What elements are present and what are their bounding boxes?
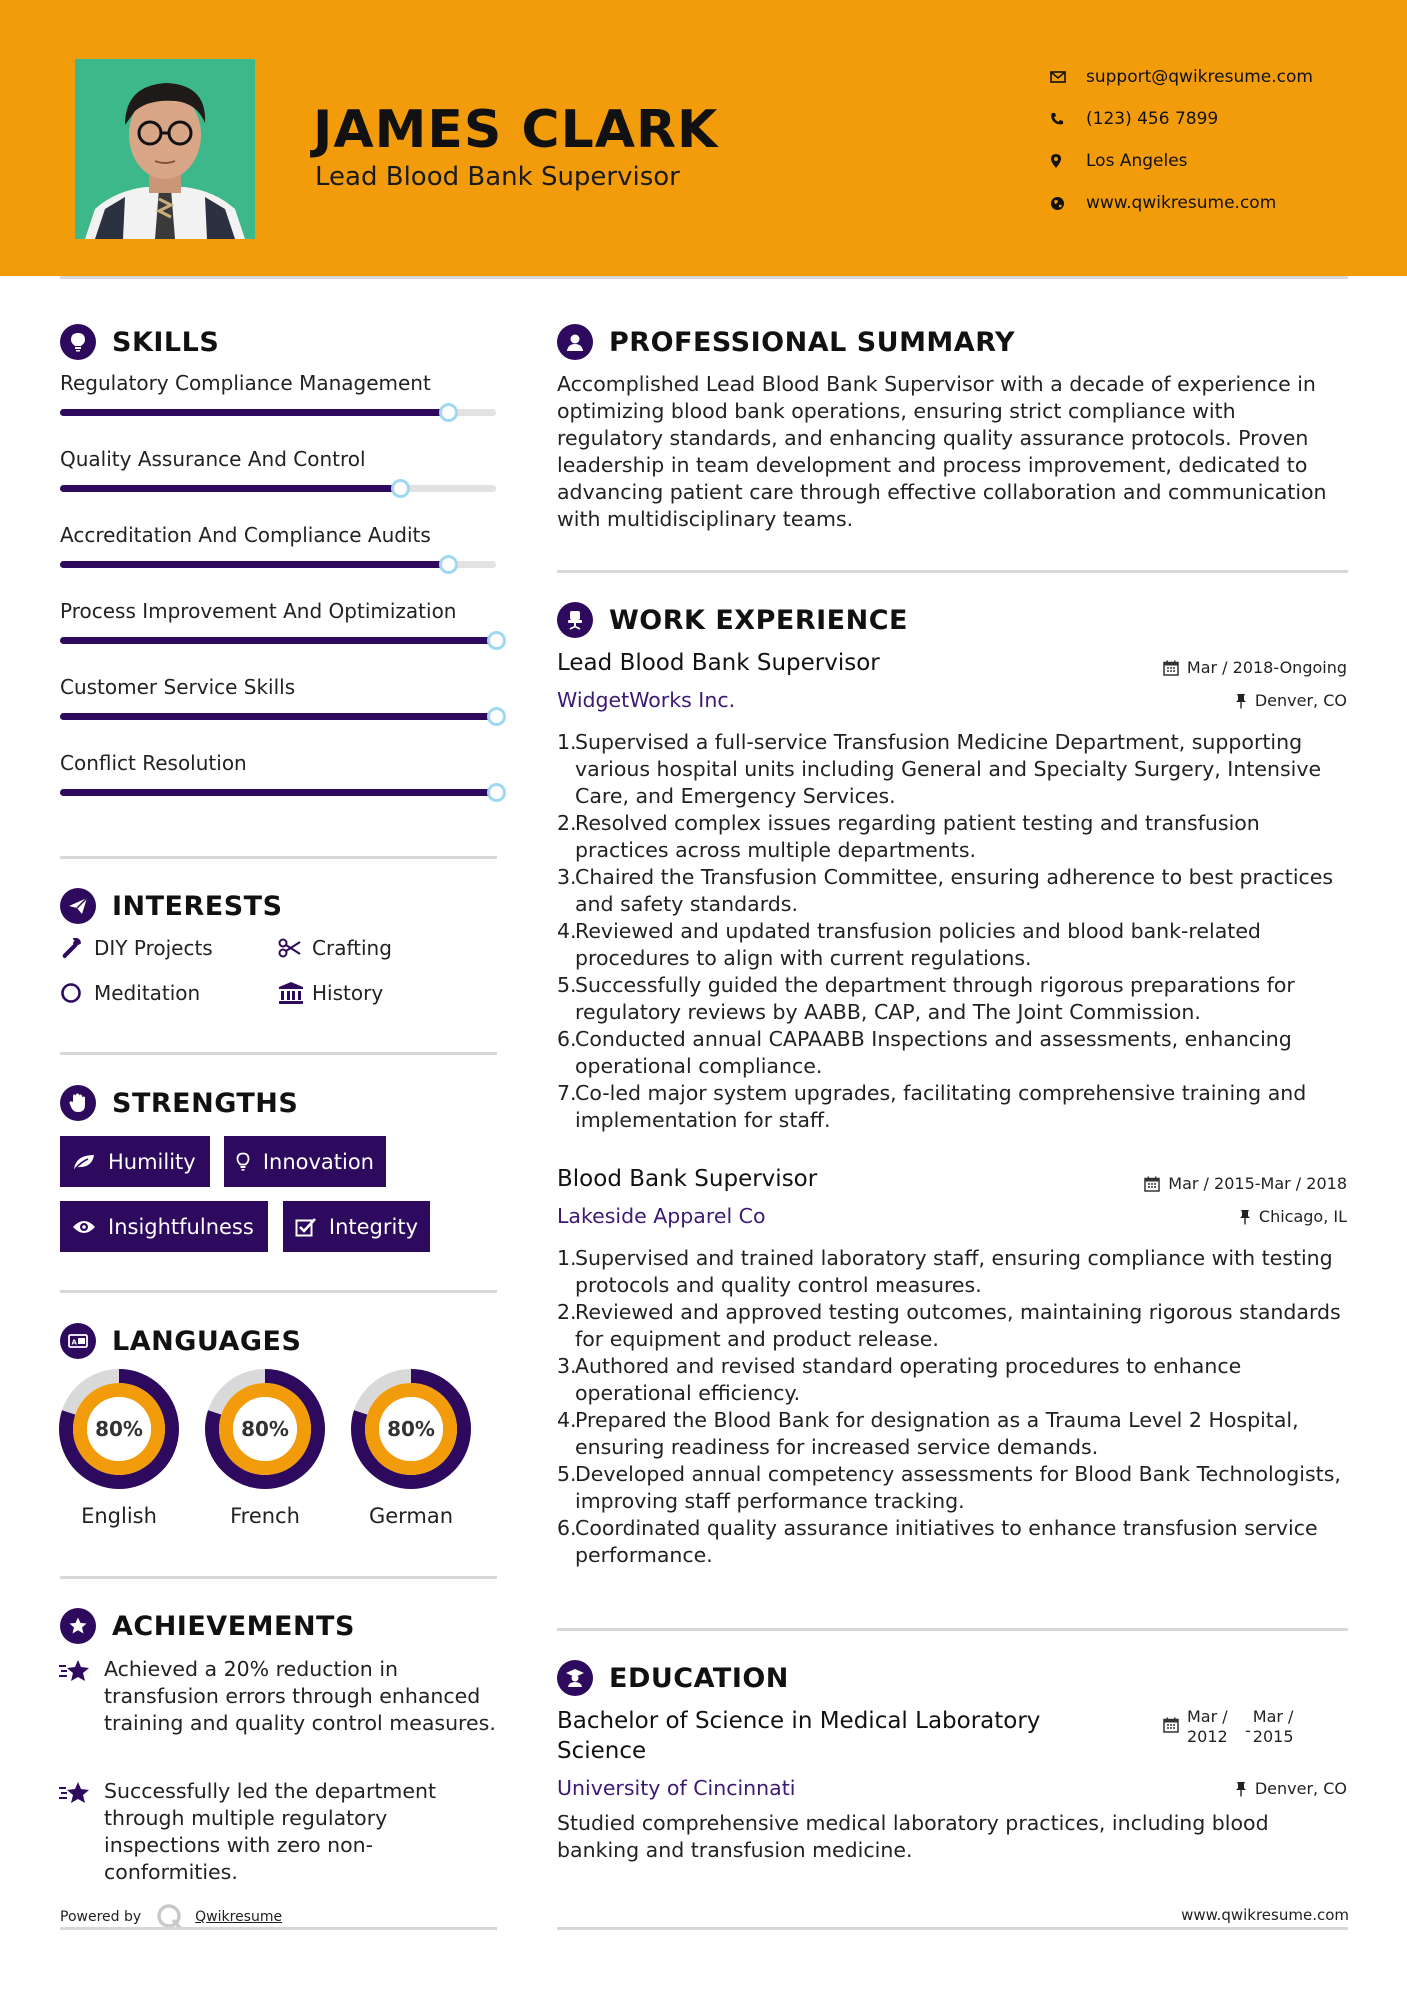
powered-by-label: Powered by <box>60 1909 142 1925</box>
skill-bar-knob <box>487 707 506 726</box>
skill-name: Regulatory Compliance Management <box>60 371 431 395</box>
paper-plane-icon <box>60 888 96 924</box>
skill-bar-knob <box>487 783 506 802</box>
summary-title: PROFESSIONAL SUMMARY <box>609 326 1016 358</box>
star-circle-icon <box>60 1608 96 1644</box>
skill-bar-track <box>60 637 496 644</box>
achievements-heading <box>60 1608 355 1644</box>
strength-badge <box>224 1136 386 1187</box>
language-percent: 80% <box>387 1417 435 1441</box>
contact-website[interactable] <box>1050 182 1313 224</box>
education-school: University of Cincinnati <box>557 1776 796 1800</box>
skill-name: Customer Service Skills <box>60 675 296 699</box>
skill-bar-track <box>60 789 496 796</box>
bullet-text: Supervised and trained laboratory staff, ensuring compliance with testing protocols and quality control measures. <box>575 1246 1333 1297</box>
skills-heading <box>60 324 219 360</box>
skill-bar-fill <box>60 485 400 492</box>
lightbulb-icon <box>60 324 96 360</box>
user-icon <box>557 324 593 360</box>
skill-item <box>60 371 498 395</box>
left-footer-divider <box>60 1927 497 1930</box>
education-description: Studied comprehensive medical laboratory practices, including blood banking and transfusion medicine. <box>557 1811 1269 1862</box>
job-bullet <box>557 1461 1349 1515</box>
calendar-icon <box>1163 660 1179 676</box>
job-location-text: Denver, CO <box>1254 691 1347 710</box>
pushpin-icon <box>1239 1209 1251 1225</box>
job-bullet <box>557 1353 1349 1407</box>
footer-url[interactable]: www.qwikresume.com <box>1181 1906 1349 1924</box>
graduate-icon <box>557 1660 593 1696</box>
svg-text:A: A <box>71 1338 77 1347</box>
language-item <box>350 1368 472 1528</box>
bullet-text: Reviewed and updated transfusion policies and blood bank-related procedures to align with current regulations. <box>575 919 1261 970</box>
profile-photo <box>75 59 255 239</box>
bullet-text: Successfully guided the department through rigorous preparations for regulatory reviews by AABB, CAP, and The Joint Commission. <box>575 973 1295 1024</box>
skill-bar-knob <box>439 555 458 574</box>
job-bullet <box>557 1026 1349 1080</box>
strengths-title: STRENGTHS <box>112 1087 299 1119</box>
globe-icon <box>1050 196 1086 211</box>
language-name: English <box>81 1504 157 1528</box>
strength-label: Insightfulness <box>108 1214 254 1239</box>
job-location <box>1235 691 1347 710</box>
skill-bar-track <box>60 485 496 492</box>
pushpin-icon <box>1235 693 1247 709</box>
bullet-number: 5. <box>557 1462 577 1486</box>
job-dates <box>1163 658 1347 677</box>
pushpin-icon <box>1235 1781 1247 1797</box>
skill-item <box>60 599 498 623</box>
eye-icon <box>72 1219 108 1235</box>
job-bullet <box>557 1299 1349 1353</box>
interest-item <box>278 936 392 960</box>
job-bullet <box>557 729 1349 810</box>
job-company: WidgetWorks Inc. <box>557 688 736 712</box>
shooting-star-icon <box>58 1778 104 1886</box>
bullet-number: 7. <box>557 1081 577 1105</box>
lightbulb-icon <box>236 1152 263 1172</box>
interest-label: History <box>312 981 384 1005</box>
bullet-number: 6. <box>557 1516 577 1540</box>
check-square-icon <box>295 1217 329 1237</box>
education-location <box>1235 1779 1347 1798</box>
contact-phone[interactable] <box>1050 98 1313 140</box>
shooting-star-icon <box>58 1656 104 1737</box>
education-heading <box>557 1660 789 1696</box>
language-ring <box>350 1368 472 1490</box>
job-dates-text: Mar / 2018-Ongoing <box>1186 658 1347 677</box>
experience-divider <box>557 1628 1348 1631</box>
resume-header <box>0 0 1407 276</box>
powered-by-link[interactable]: Qwikresume <box>195 1909 283 1925</box>
skill-item <box>60 447 498 471</box>
scissors-icon <box>278 938 312 958</box>
skill-bar-knob <box>439 403 458 422</box>
bullet-number: 4. <box>557 1408 577 1432</box>
bullet-text: Resolved complex issues regarding patient testing and transfusion practices across multiple departments. <box>575 811 1260 862</box>
strength-label: Integrity <box>328 1214 418 1239</box>
language-ring <box>204 1368 326 1490</box>
education-location-text: Denver, CO <box>1254 1779 1347 1798</box>
skills-title: SKILLS <box>112 326 220 358</box>
skill-item <box>60 523 498 547</box>
header-divider <box>60 276 1348 279</box>
education-degree: Bachelor of Science in Medical Laboratory Science <box>557 1708 1041 1764</box>
achievement-text: Achieved a 20% reduction in transfusion errors through enhanced training and quality control measures. <box>104 1657 496 1735</box>
contact-location <box>1050 140 1313 182</box>
map-marker-icon <box>1050 153 1086 169</box>
skill-bar-fill <box>60 789 496 796</box>
interest-label: Crafting <box>312 936 392 960</box>
education-dates <box>1163 1707 1303 1747</box>
interest-label: DIY Projects <box>94 936 213 960</box>
summary-divider <box>557 570 1348 573</box>
education-start-month: Mar / <box>1187 1707 1228 1726</box>
bullet-text: Chaired the Transfusion Committee, ensuring adherence to best practices and safety standards. <box>575 865 1334 916</box>
wrench-icon <box>60 937 94 959</box>
languages-heading <box>60 1323 301 1359</box>
summary-heading <box>557 324 1015 360</box>
candidate-title: Lead Blood Bank Supervisor <box>315 162 680 192</box>
education-end <box>1253 1707 1303 1747</box>
job-bullet <box>557 972 1349 1026</box>
education-start-year: 2012 <box>1187 1727 1228 1746</box>
skill-bar-track <box>60 561 496 568</box>
education-start <box>1187 1707 1245 1747</box>
education-end-month: Mar / <box>1252 1707 1294 1726</box>
languages-title: LANGUAGES <box>112 1325 302 1357</box>
job-bullet <box>557 1245 1349 1299</box>
language-item <box>58 1368 180 1528</box>
contact-location-text: Los Angeles <box>1086 151 1188 171</box>
skill-bar-fill <box>60 409 448 416</box>
job-location-text: Chicago, IL <box>1258 1207 1347 1226</box>
right-footer-divider <box>557 1927 1348 1930</box>
job-bullet <box>557 1407 1349 1461</box>
language-percent: 80% <box>241 1417 289 1441</box>
job-dates-text: Mar / 2015-Mar / 2018 <box>1168 1174 1347 1193</box>
circle-icon <box>60 982 94 1004</box>
bullet-text: Authored and revised standard operating procedures to enhance operational efficiency. <box>575 1354 1242 1405</box>
bullet-text: Conducted annual CAPAABB Inspections and assessments, enhancing operational compliance. <box>575 1027 1292 1078</box>
achievement-item <box>58 1656 498 1737</box>
skill-name: Process Improvement And Optimization <box>60 599 457 623</box>
bullet-text: Coordinated quality assurance initiatives to enhance transfusion service performance. <box>575 1516 1318 1567</box>
skill-name: Conflict Resolution <box>60 751 247 775</box>
language-name: French <box>230 1504 300 1528</box>
bullet-number: 3. <box>557 865 577 889</box>
bullet-number: 4. <box>557 919 577 943</box>
strengths-heading <box>60 1085 298 1121</box>
language-percent: 80% <box>95 1417 143 1441</box>
strength-badge <box>283 1201 430 1252</box>
contact-list <box>1050 56 1313 224</box>
date-separator: - <box>1245 1721 1251 1740</box>
summary-text: Accomplished Lead Blood Bank Supervisor with a decade of experience in optimizing blood bank operations, ensuring strict compliance with regulatory standards, and enhancing quality assurance protocols. Proven leadership in team development and process improvement, dedicated to advancing patient care through effective collaboration and communication with multidisciplinary teams. <box>557 372 1327 531</box>
education-end-year: 2015 <box>1252 1727 1294 1746</box>
job-bullet-list <box>557 729 1349 1134</box>
language-item <box>204 1368 326 1528</box>
interest-item <box>278 981 383 1005</box>
skill-bar-fill <box>60 561 448 568</box>
interest-label: Meditation <box>94 981 201 1005</box>
bullet-number: 6. <box>557 1027 577 1051</box>
interests-divider <box>60 1052 497 1055</box>
contact-email-text: support@qwikresume.com <box>1086 67 1313 87</box>
job-bullet <box>557 918 1349 972</box>
calendar-icon <box>1144 1176 1160 1192</box>
skill-bar-knob <box>391 479 410 498</box>
skill-item <box>60 751 498 775</box>
job-bullet <box>557 1080 1349 1134</box>
bullet-number: 5. <box>557 973 577 997</box>
bullet-text: Prepared the Blood Bank for designation as a Trauma Level 2 Hospital, ensuring readiness for increased service demands. <box>575 1408 1299 1459</box>
skill-name: Quality Assurance And Control <box>60 447 366 471</box>
contact-phone-text: (123) 456 7899 <box>1086 109 1219 129</box>
bank-icon <box>278 981 312 1005</box>
language-ring <box>58 1368 180 1490</box>
experience-title: WORK EXPERIENCE <box>609 604 908 636</box>
job-dates <box>1144 1174 1347 1193</box>
interests-title: INTERESTS <box>112 890 283 922</box>
strengths-divider <box>60 1290 497 1293</box>
job-company: Lakeside Apparel Co <box>557 1204 766 1228</box>
bullet-number: 2. <box>557 1300 577 1324</box>
calendar-icon <box>1163 1717 1179 1733</box>
job-title: Lead Blood Bank Supervisor <box>557 650 880 676</box>
job-bullet <box>557 810 1349 864</box>
bullet-text: Reviewed and approved testing outcomes, maintaining rigorous standards for equipment and product release. <box>575 1300 1341 1351</box>
envelope-icon <box>1050 71 1086 83</box>
achievements-title: ACHIEVEMENTS <box>112 1610 355 1642</box>
bullet-number: 2. <box>557 811 577 835</box>
languages-divider <box>60 1576 497 1579</box>
contact-email[interactable] <box>1050 56 1313 98</box>
bullet-number: 1. <box>557 1246 577 1270</box>
achievement-item <box>58 1778 498 1886</box>
bullet-text: Supervised a full-service Transfusion Medicine Department, supporting various hospital units including General and Specialty Surgery, Intensive Care, and Emergency Services. <box>575 730 1322 808</box>
skill-name: Accreditation And Compliance Audits <box>60 523 431 547</box>
education-title: EDUCATION <box>609 1662 789 1694</box>
job-bullet-list <box>557 1245 1349 1569</box>
bullet-number: 1. <box>557 730 577 754</box>
skill-item <box>60 675 498 699</box>
skill-bar-knob <box>487 631 506 650</box>
candidate-name: JAMES CLARK <box>313 100 719 160</box>
strength-label: Humility <box>108 1149 196 1174</box>
job-bullet <box>557 1515 1349 1569</box>
contact-website-text: www.qwikresume.com <box>1086 193 1277 213</box>
skills-divider <box>60 856 497 859</box>
strength-badge <box>60 1136 210 1187</box>
job-bullet <box>557 864 1349 918</box>
job-title: Blood Bank Supervisor <box>557 1166 818 1192</box>
interest-item <box>60 936 213 960</box>
job-location <box>1239 1207 1347 1226</box>
strength-badge <box>60 1201 268 1252</box>
skill-bar-fill <box>60 713 496 720</box>
achievement-text: Successfully led the department through multiple regulatory inspections with zero non-conformities. <box>104 1779 437 1884</box>
experience-heading <box>557 602 908 638</box>
hand-icon <box>60 1085 96 1121</box>
bullet-number: 3. <box>557 1354 577 1378</box>
language-name: German <box>368 1504 454 1528</box>
skill-bar-fill <box>60 637 496 644</box>
chair-icon <box>557 602 593 638</box>
phone-icon <box>1050 112 1086 126</box>
bullet-text: Co-led major system upgrades, facilitating comprehensive training and implementation for staff. <box>575 1081 1307 1132</box>
strength-label: Innovation <box>262 1149 374 1174</box>
skill-bar-track <box>60 713 496 720</box>
interests-heading <box>60 888 283 924</box>
skill-bar-track <box>60 409 496 416</box>
bullet-text: Developed annual competency assessments for Blood Bank Technologists, improving staff performance tracking. <box>575 1462 1341 1513</box>
interest-item <box>60 981 200 1005</box>
leaf-icon <box>72 1153 108 1171</box>
language-icon <box>60 1323 96 1359</box>
